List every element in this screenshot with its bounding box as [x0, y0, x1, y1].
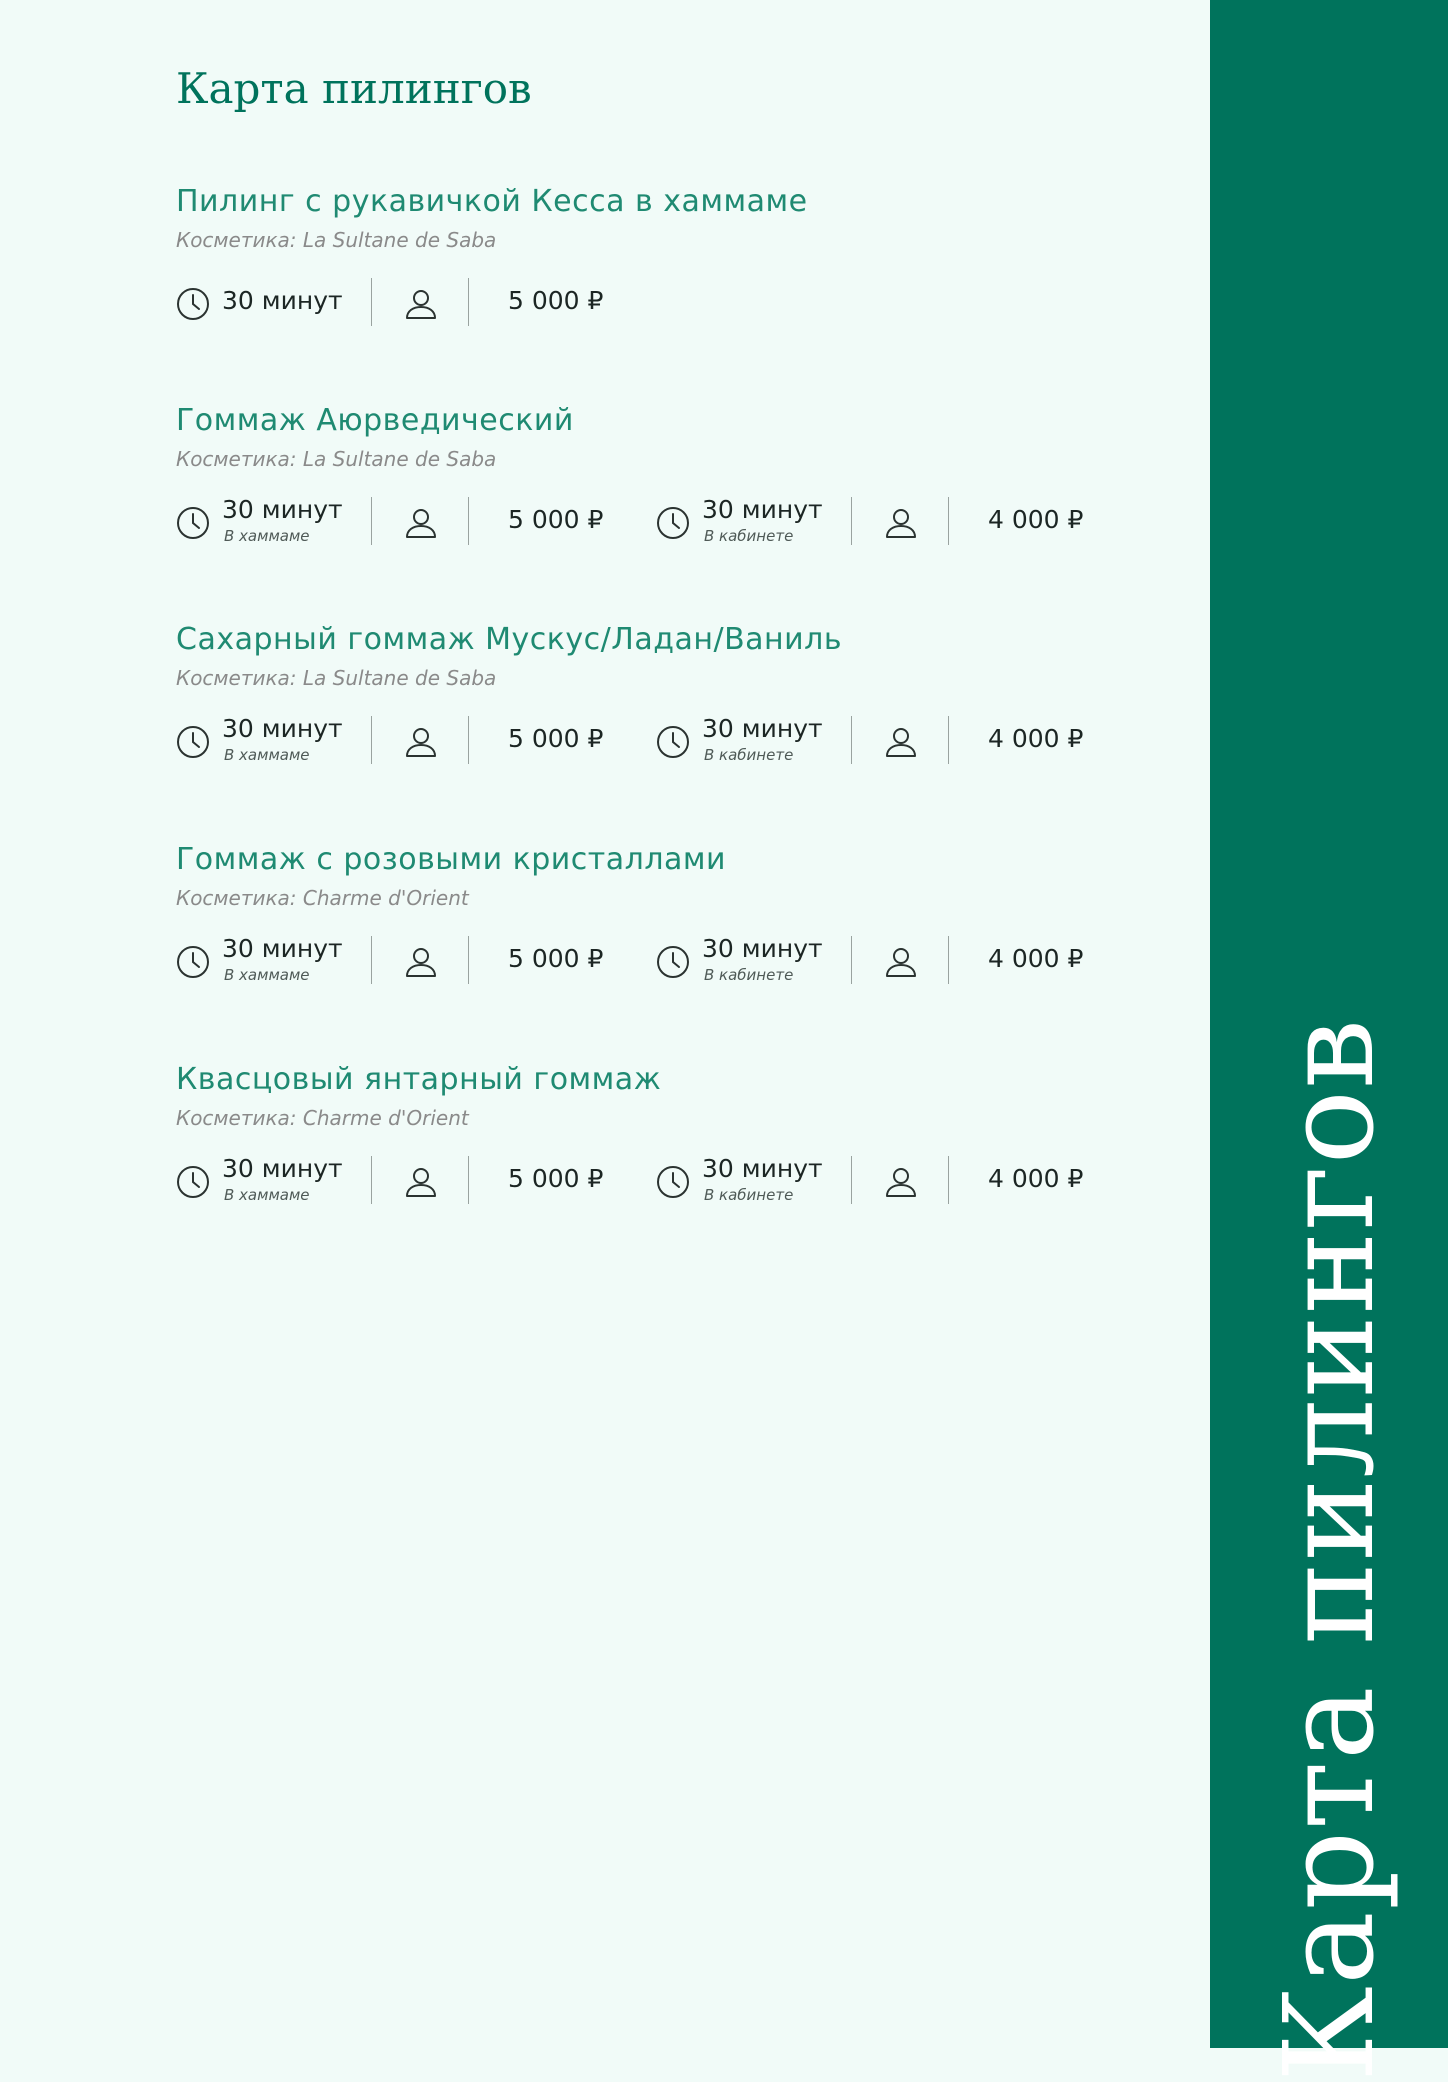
service-options	[176, 936, 1136, 984]
location: В хаммаме	[224, 746, 310, 764]
service-cosmetics: Косметика: La Sultane de Saba	[176, 666, 497, 690]
service-cosmetics: Косметика: Charme d'Orient	[176, 1106, 469, 1130]
service-options	[176, 716, 1136, 764]
divider	[851, 1156, 852, 1204]
price: 4 000 ₽	[988, 1164, 1084, 1193]
person-icon	[404, 945, 438, 979]
divider	[371, 278, 372, 326]
service-options	[176, 1156, 1136, 1204]
divider	[948, 497, 949, 545]
person-icon	[404, 725, 438, 759]
service-name: Гоммаж с розовыми кристаллами	[176, 842, 727, 877]
clock-icon	[176, 725, 210, 759]
divider	[948, 716, 949, 764]
price: 5 000 ₽	[508, 286, 604, 315]
service-options	[176, 497, 1136, 545]
page-title: Карта пилингов	[176, 64, 532, 113]
duration: 30 минут	[702, 1154, 823, 1183]
service-cosmetics: Косметика: La Sultane de Saba	[176, 228, 497, 252]
duration: 30 минут	[222, 495, 343, 524]
service-option	[176, 1156, 656, 1204]
divider	[371, 716, 372, 764]
person-icon	[884, 945, 918, 979]
service-cosmetics: Косметика: La Sultane de Saba	[176, 447, 497, 471]
duration: 30 минут	[222, 1154, 343, 1183]
divider	[371, 936, 372, 984]
duration: 30 минут	[222, 286, 343, 315]
duration: 30 минут	[222, 714, 343, 743]
clock-icon	[656, 1165, 690, 1199]
service-option	[176, 716, 656, 764]
location: В кабинете	[704, 527, 794, 545]
divider	[371, 1156, 372, 1204]
divider	[948, 936, 949, 984]
location: В хаммаме	[224, 966, 310, 984]
divider	[468, 716, 469, 764]
person-icon	[884, 506, 918, 540]
service-option	[176, 497, 656, 545]
clock-icon	[656, 945, 690, 979]
location: В хаммаме	[224, 1186, 310, 1204]
service-name: Пилинг с рукавичкой Кесса в хаммаме	[176, 184, 808, 219]
service-item	[176, 401, 1136, 545]
person-icon	[884, 1165, 918, 1199]
price: 5 000 ₽	[508, 724, 604, 753]
location: В кабинете	[704, 1186, 794, 1204]
person-icon	[404, 1165, 438, 1199]
clock-icon	[176, 287, 210, 321]
divider	[851, 936, 852, 984]
divider	[948, 1156, 949, 1204]
service-name: Сахарный гоммаж Мускус/Ладан/Ваниль	[176, 622, 843, 657]
price: 5 000 ₽	[508, 944, 604, 973]
price: 4 000 ₽	[988, 944, 1084, 973]
location: В хаммаме	[224, 527, 310, 545]
service-option	[176, 936, 656, 984]
service-name: Квасцовый янтарный гоммаж	[176, 1062, 662, 1097]
duration: 30 минут	[222, 934, 343, 963]
divider	[468, 278, 469, 326]
price: 4 000 ₽	[988, 505, 1084, 534]
person-icon	[404, 287, 438, 321]
price: 5 000 ₽	[508, 505, 604, 534]
divider	[851, 716, 852, 764]
service-name: Гоммаж Аюрведический	[176, 403, 574, 438]
service-option	[656, 936, 1136, 984]
service-item	[176, 182, 1136, 326]
service-option	[656, 1156, 1136, 1204]
service-item	[176, 840, 1136, 984]
service-option	[656, 716, 1136, 764]
person-icon	[884, 725, 918, 759]
divider	[468, 497, 469, 545]
service-item	[176, 620, 1136, 764]
clock-icon	[176, 1165, 210, 1199]
service-options	[176, 278, 1136, 326]
divider	[851, 497, 852, 545]
divider	[468, 936, 469, 984]
duration: 30 минут	[702, 495, 823, 524]
price: 4 000 ₽	[988, 724, 1084, 753]
sidebar-title: Карта пилингов	[1258, 1017, 1402, 2082]
clock-icon	[656, 725, 690, 759]
price: 5 000 ₽	[508, 1164, 604, 1193]
duration: 30 минут	[702, 714, 823, 743]
divider	[468, 1156, 469, 1204]
service-option	[176, 278, 694, 326]
service-option	[656, 497, 1136, 545]
clock-icon	[176, 506, 210, 540]
clock-icon	[176, 945, 210, 979]
person-icon	[404, 506, 438, 540]
location: В кабинете	[704, 746, 794, 764]
duration: 30 минут	[702, 934, 823, 963]
location: В кабинете	[704, 966, 794, 984]
clock-icon	[656, 506, 690, 540]
service-cosmetics: Косметика: Charme d'Orient	[176, 886, 469, 910]
service-item	[176, 1060, 1136, 1204]
divider	[371, 497, 372, 545]
